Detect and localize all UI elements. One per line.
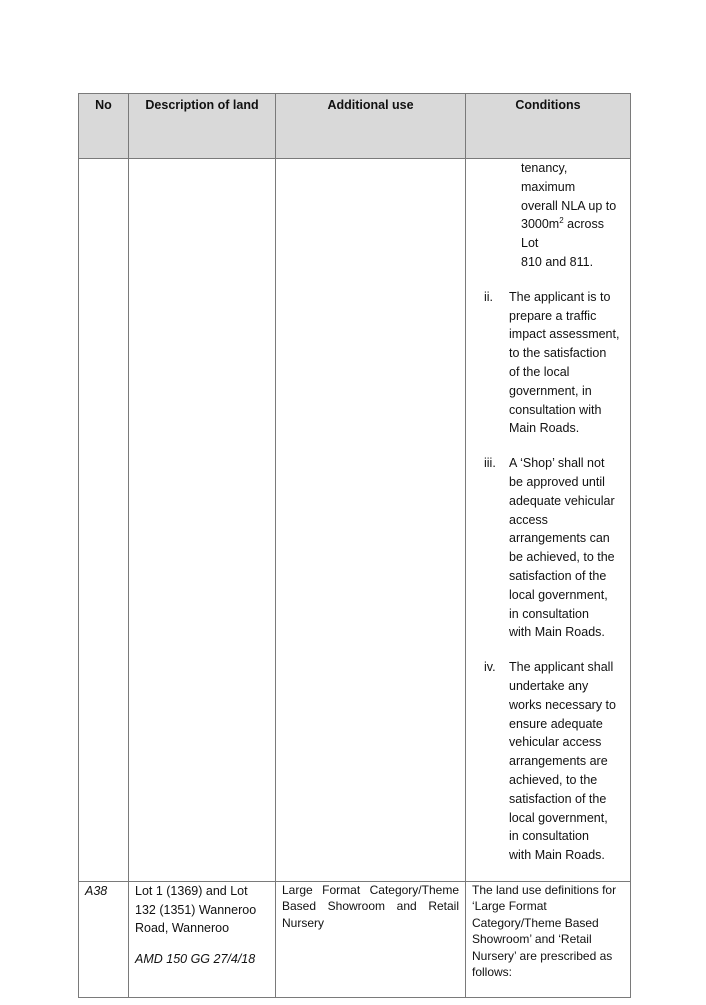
cell-description-empty: [129, 159, 276, 882]
cell-description-a38: [129, 881, 276, 997]
condition-text: The applicant shall undertake any works necessary to ensure adequate vehicular access arrangements are achieved, to the satisfaction of the local government, in consultation with Main Roads.: [509, 660, 616, 863]
header-description: Description of land: [129, 94, 276, 159]
condition-continuation: tenancy, maximum overall NLA up to $3000m^2$ across Lot 810 and 811.: [521, 161, 617, 269]
header-additional-use: Additional use: [276, 94, 466, 159]
header-conditions: Conditions: [466, 94, 631, 159]
cell-additional-use-empty: [276, 159, 466, 882]
table-row-a38: [79, 881, 631, 997]
table-header-row: [79, 94, 631, 159]
condition-text: A ‘Shop’ shall not be approved until adequate vehicular access arrangements can be achieved, to the satisfaction of the local government, in consultation with Main Roads.: [509, 456, 615, 640]
additional-use-text: Large Format Category/Theme Based Showroom and Retail Nursery: [282, 882, 459, 930]
additional-uses-table: [78, 93, 631, 998]
table-row-continued: [79, 159, 631, 882]
land-description: Lot 1 (1369) and Lot 132 (1351) Wanneroo Road, Wanneroo: [135, 883, 257, 936]
cell-no-a38: A38: [79, 881, 129, 997]
condition-number: iv.: [484, 660, 496, 675]
cell-conditions-continued: [466, 159, 631, 882]
condition-text: The applicant is to prepare a traffic impact assessment, to the satisfaction of the local government, in consultation with Main Roads.: [509, 289, 620, 436]
conditions-text: The land use definitions for ‘Large Format Category/Theme Based Showroom’ and ‘Retail Nursery’ are prescribed as follows:: [472, 882, 617, 980]
condition-item: [472, 454, 624, 642]
cell-additional-use-a38: [276, 881, 466, 997]
cell-conditions-a38: [466, 881, 631, 997]
amendment-reference: AMD 150 GG 27/4/18: [135, 952, 256, 967]
condition-item: [472, 658, 624, 865]
condition-number: iii.: [484, 456, 496, 471]
header-no: No: [79, 94, 129, 159]
condition-item: [472, 288, 624, 438]
cell-no-empty: [79, 159, 129, 882]
condition-number: ii.: [484, 289, 494, 304]
